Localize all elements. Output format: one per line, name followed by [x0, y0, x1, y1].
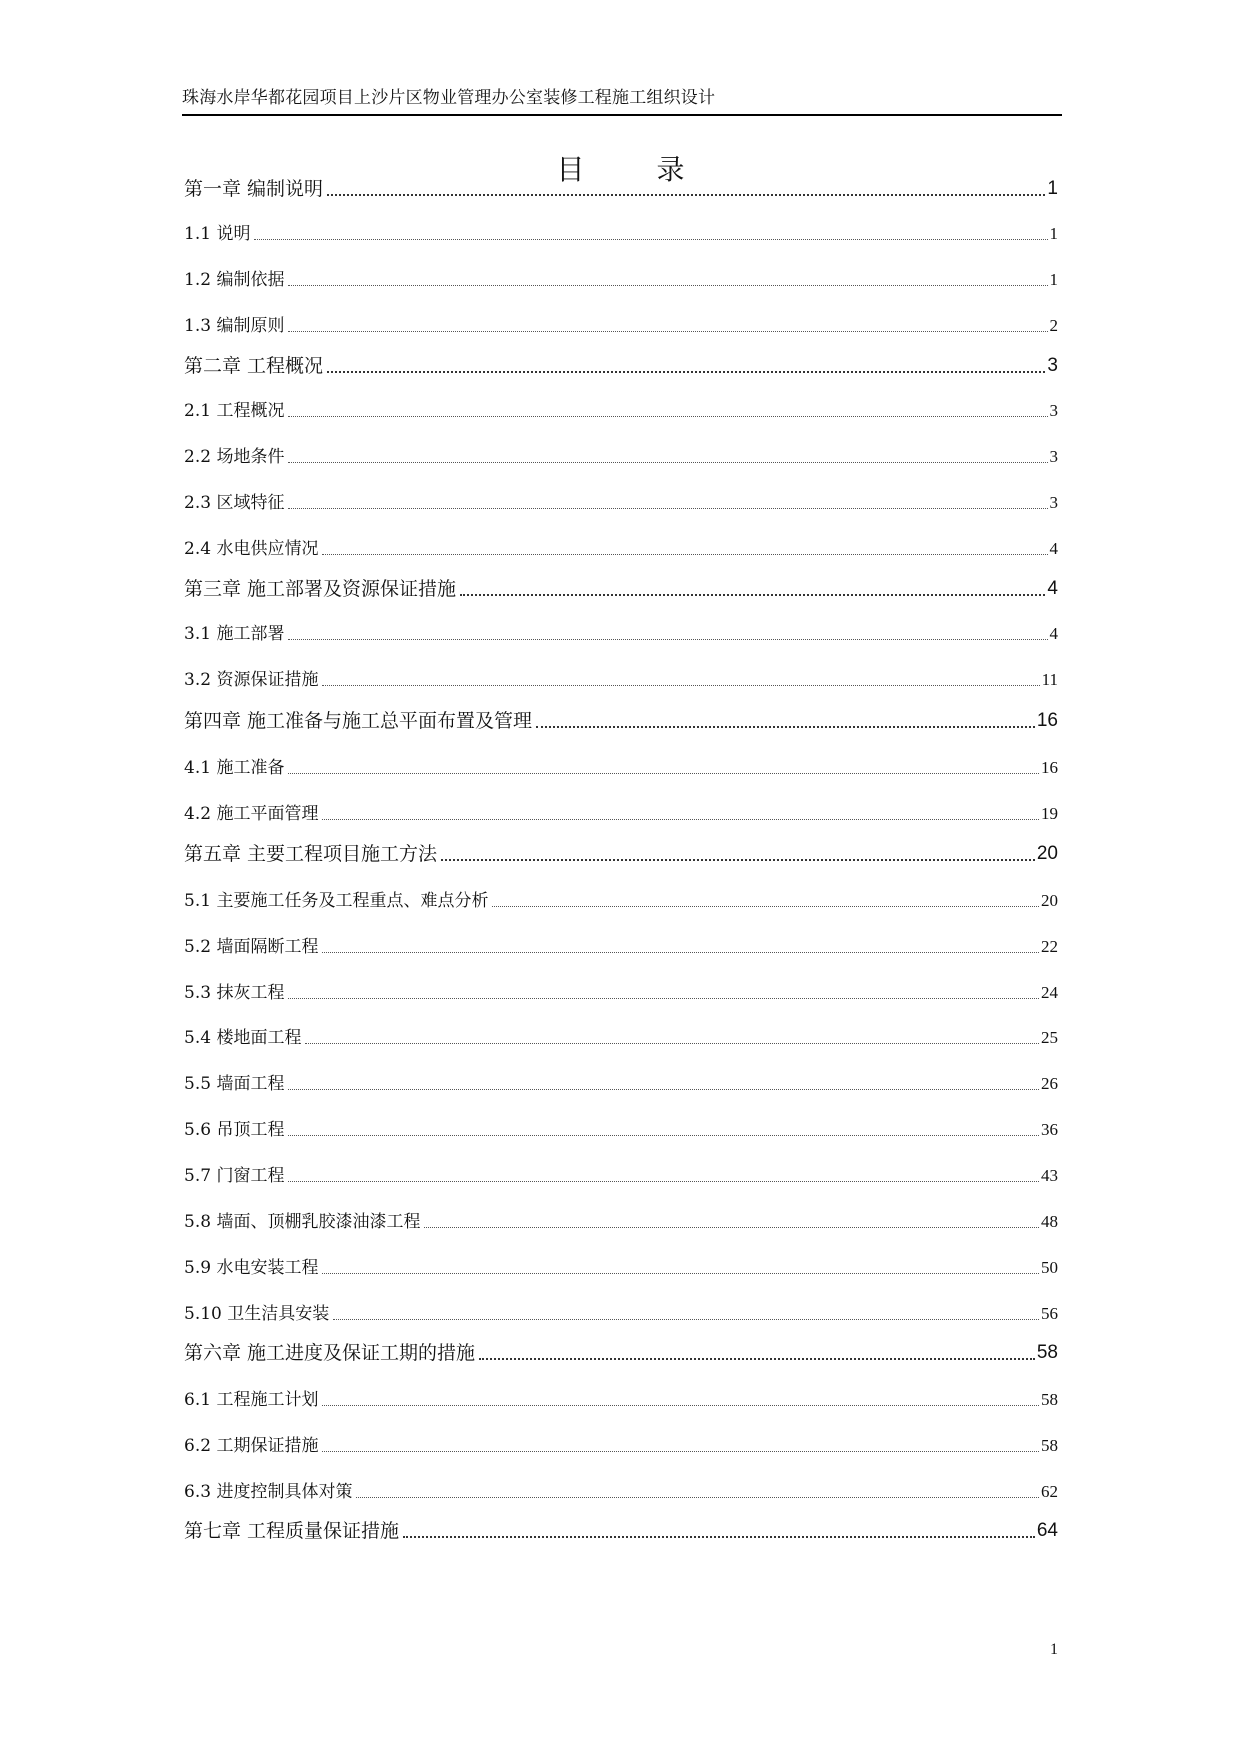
toc-entry-6-3[interactable]: [184, 1480, 1058, 1504]
toc-entry-page: 1: [1049, 224, 1058, 243]
page-header: [182, 86, 1062, 116]
toc-leader-dots: [327, 371, 1045, 373]
toc-entry-1-2[interactable]: [184, 268, 1058, 292]
toc-title: 目 录: [556, 153, 707, 186]
toc-leader-dots: [322, 1273, 1039, 1274]
toc-entry-1-1[interactable]: [184, 222, 1058, 246]
toc-entry-label: 1.1 说明: [184, 224, 251, 244]
toc-entry-page: 50: [1041, 1258, 1058, 1277]
toc-entry-label: 6.1 工程施工计划: [184, 1390, 319, 1410]
toc-leader-dots: [424, 1227, 1039, 1228]
toc-leader-dots: [288, 1135, 1039, 1136]
toc-entry-4-2[interactable]: [184, 802, 1058, 826]
toc-entry-page: 19: [1041, 804, 1058, 823]
toc-entry-label: 第二章 工程概况: [184, 355, 324, 377]
toc-entry-label: 1.2 编制依据: [184, 270, 285, 290]
toc-entry-label: 3.1 施工部署: [184, 624, 285, 644]
toc-entry-page: 62: [1041, 1482, 1058, 1501]
toc-entry-label: 3.2 资源保证措施: [184, 670, 319, 690]
toc-leader-dots: [288, 416, 1047, 417]
toc-entry-label: 第三章 施工部署及资源保证措施: [184, 578, 457, 600]
toc-entry-chapter-4[interactable]: [184, 708, 1058, 734]
toc-entry-label: 2.2 场地条件: [184, 447, 285, 467]
toc-entry-5-5[interactable]: [184, 1072, 1058, 1096]
toc-leader-dots: [288, 285, 1047, 286]
toc-leader-dots: [288, 773, 1039, 774]
toc-entry-5-10[interactable]: [184, 1302, 1058, 1326]
toc-entry-page: 2: [1049, 316, 1058, 335]
toc-entry-page: 20: [1041, 891, 1058, 910]
toc-leader-dots: [322, 1451, 1039, 1452]
toc-entry-page: 1: [1049, 270, 1058, 289]
toc-entry-label: 5.1 主要施工任务及工程重点、难点分析: [184, 891, 489, 911]
toc-entry-label: 1.3 编制原则: [184, 316, 285, 336]
toc-entry-label: 第七章 工程质量保证措施: [184, 1520, 400, 1542]
toc-entry-page: 1: [1047, 178, 1058, 199]
toc-leader-dots: [441, 859, 1035, 861]
toc-entry-label: 5.4 楼地面工程: [184, 1028, 302, 1048]
toc-entry-label: 4.2 施工平面管理: [184, 804, 319, 824]
toc-leader-dots: [356, 1497, 1039, 1498]
toc-entry-label: 5.3 抹灰工程: [184, 983, 285, 1003]
toc-leader-dots: [322, 819, 1039, 820]
toc-entry-page: 16: [1041, 758, 1058, 777]
toc-leader-dots: [305, 1043, 1039, 1044]
page-number: 1: [1050, 1641, 1058, 1658]
toc-leader-dots: [536, 726, 1035, 728]
toc-leader-dots: [288, 1181, 1039, 1182]
toc-entry-chapter-2[interactable]: [184, 353, 1058, 379]
toc-entry-page: 3: [1049, 493, 1058, 512]
toc-entry-label: 6.3 进度控制具体对策: [184, 1482, 353, 1502]
toc-leader-dots: [322, 554, 1047, 555]
toc-entry-label: 5.8 墙面、顶棚乳胶漆油漆工程: [184, 1212, 421, 1232]
document-title: 珠海水岸华都花园项目上沙片区物业管理办公室装修工程施工组织设计: [182, 88, 716, 108]
toc-entry-label: 第五章 主要工程项目施工方法: [184, 843, 438, 865]
toc-entry-chapter-6[interactable]: [184, 1340, 1058, 1366]
toc-entry-label: 2.3 区域特征: [184, 493, 285, 513]
toc-entry-page: 58: [1036, 1342, 1058, 1363]
toc-entry-page: 24: [1041, 983, 1058, 1002]
toc-leader-dots: [403, 1536, 1035, 1538]
toc-entry-5-2[interactable]: [184, 935, 1058, 959]
toc-entry-5-7[interactable]: [184, 1164, 1058, 1188]
toc-entry-page: 3: [1049, 447, 1058, 466]
toc-entry-page: 11: [1041, 670, 1058, 689]
toc-entry-label: 5.7 门窗工程: [184, 1166, 285, 1186]
toc-entry-page: 56: [1041, 1304, 1058, 1323]
toc-entry-label: 第四章 施工准备与施工总平面布置及管理: [184, 710, 533, 732]
toc-leader-dots: [322, 1405, 1039, 1406]
toc-entry-page: 58: [1041, 1436, 1058, 1455]
toc-entry-label: 6.2 工期保证措施: [184, 1436, 319, 1456]
toc-leader-dots: [492, 906, 1039, 907]
toc-entry-page: 58: [1041, 1390, 1058, 1409]
toc-entry-5-3[interactable]: [184, 981, 1058, 1005]
toc-leader-dots: [460, 594, 1045, 596]
toc-leader-dots: [288, 1089, 1039, 1090]
toc-entry-page: 25: [1041, 1028, 1058, 1047]
toc-entry-page: 43: [1041, 1166, 1058, 1185]
toc-entry-6-2[interactable]: [184, 1434, 1058, 1458]
toc-leader-dots: [333, 1319, 1039, 1320]
toc-leader-dots: [327, 194, 1045, 196]
toc-entry-label: 第六章 施工进度及保证工期的措施: [184, 1342, 476, 1364]
toc-entry-page: 3: [1047, 355, 1058, 376]
toc-leader-dots: [288, 331, 1047, 332]
toc-entry-page: 22: [1041, 937, 1058, 956]
toc-entry-5-4[interactable]: [184, 1026, 1058, 1050]
toc-entry-2-3[interactable]: [184, 491, 1058, 515]
toc-leader-dots: [322, 952, 1039, 953]
toc-entry-label: 5.9 水电安装工程: [184, 1258, 319, 1278]
toc-entry-3-1[interactable]: [184, 622, 1058, 646]
toc-leader-dots: [322, 685, 1039, 686]
toc-entry-label: 5.5 墙面工程: [184, 1074, 285, 1094]
toc-entry-5-8[interactable]: [184, 1210, 1058, 1234]
toc-entry-label: 2.1 工程概况: [184, 401, 285, 421]
toc-entry-chapter-5[interactable]: [184, 841, 1058, 867]
toc-entry-page: 4: [1049, 539, 1058, 558]
toc-entry-chapter-3[interactable]: [184, 576, 1058, 602]
toc-entry-label: 4.1 施工准备: [184, 758, 285, 778]
toc-entry-page: 26: [1041, 1074, 1058, 1093]
toc-entry-page: 3: [1049, 401, 1058, 420]
toc-entry-5-9[interactable]: [184, 1256, 1058, 1280]
toc-entry-2-1[interactable]: [184, 399, 1058, 423]
toc-entry-2-2[interactable]: [184, 445, 1058, 469]
toc-entry-3-2[interactable]: [184, 668, 1058, 692]
toc-entry-page: 4: [1049, 624, 1058, 643]
toc-entry-6-1[interactable]: [184, 1388, 1058, 1412]
toc-entry-page: 64: [1036, 1520, 1058, 1541]
toc-entry-5-1[interactable]: [184, 889, 1058, 913]
toc-entry-4-1[interactable]: [184, 756, 1058, 780]
toc-entry-1-3[interactable]: [184, 314, 1058, 338]
toc-entry-label: 5.6 吊顶工程: [184, 1120, 285, 1140]
toc-entry-label: 5.2 墙面隔断工程: [184, 937, 319, 957]
toc-entry-chapter-7[interactable]: [184, 1518, 1058, 1544]
toc-entry-5-6[interactable]: [184, 1118, 1058, 1142]
toc-entry-2-4[interactable]: [184, 537, 1058, 561]
toc-leader-dots: [288, 639, 1047, 640]
toc-entry-chapter-1[interactable]: [184, 176, 1058, 202]
toc-leader-dots: [288, 998, 1039, 999]
toc-entry-page: 16: [1036, 710, 1058, 731]
toc-leader-dots: [288, 508, 1047, 509]
toc-entry-label: 5.10 卫生洁具安装: [184, 1304, 330, 1324]
toc-leader-dots: [288, 462, 1047, 463]
toc-leader-dots: [254, 239, 1047, 240]
toc-entry-label: 2.4 水电供应情况: [184, 539, 319, 559]
toc-entry-page: 48: [1041, 1212, 1058, 1231]
toc-entry-page: 4: [1047, 578, 1058, 599]
toc-entry-page: 20: [1036, 843, 1058, 864]
toc-entry-page: 36: [1041, 1120, 1058, 1139]
toc-entry-label: 第一章 编制说明: [184, 178, 324, 200]
toc-leader-dots: [479, 1358, 1035, 1360]
